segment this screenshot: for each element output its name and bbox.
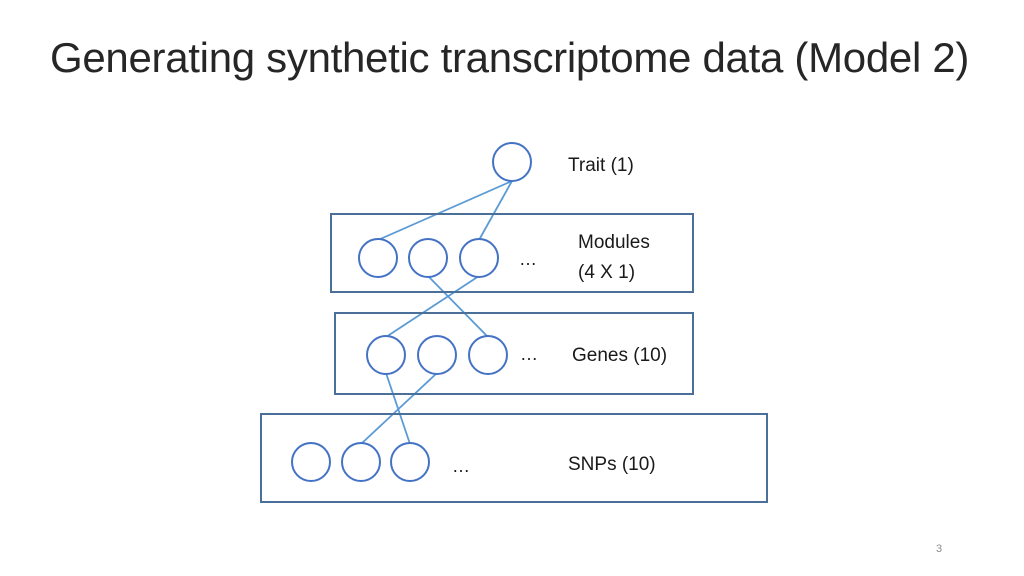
modules-label: Modules — [578, 232, 650, 253]
module-node-2 — [409, 239, 447, 277]
edge-gene-2-snp-2 — [361, 373, 437, 444]
module-node-3 — [460, 239, 498, 277]
snp-node-3 — [391, 443, 429, 481]
edge-module-2-gene-3 — [428, 276, 488, 337]
gene-node-1 — [367, 336, 405, 374]
edge-module-3-gene-1 — [386, 276, 479, 337]
genes-label: Genes (10) — [572, 345, 668, 366]
modules-ellipsis: … — [519, 249, 537, 269]
edge-trait-module-3 — [479, 181, 512, 240]
snps-ellipsis: … — [452, 456, 470, 476]
snps-box — [261, 414, 767, 502]
trait-label: Trait (1) — [568, 155, 634, 176]
snp-node-2 — [342, 443, 380, 481]
gene-node-2 — [418, 336, 456, 374]
gene-node-3 — [469, 336, 507, 374]
trait-node — [493, 143, 531, 181]
modules-dimension-label: (4 X 1) — [578, 262, 636, 283]
slide-number: 3 — [936, 543, 943, 555]
slide-title: Generating synthetic transcriptome data (Model 2) — [50, 34, 970, 81]
edge-trait-module-1 — [378, 181, 512, 240]
genes-ellipsis: … — [520, 344, 538, 364]
snp-node-1 — [292, 443, 330, 481]
module-node-1 — [359, 239, 397, 277]
snps-label: SNPs (10) — [568, 454, 656, 475]
